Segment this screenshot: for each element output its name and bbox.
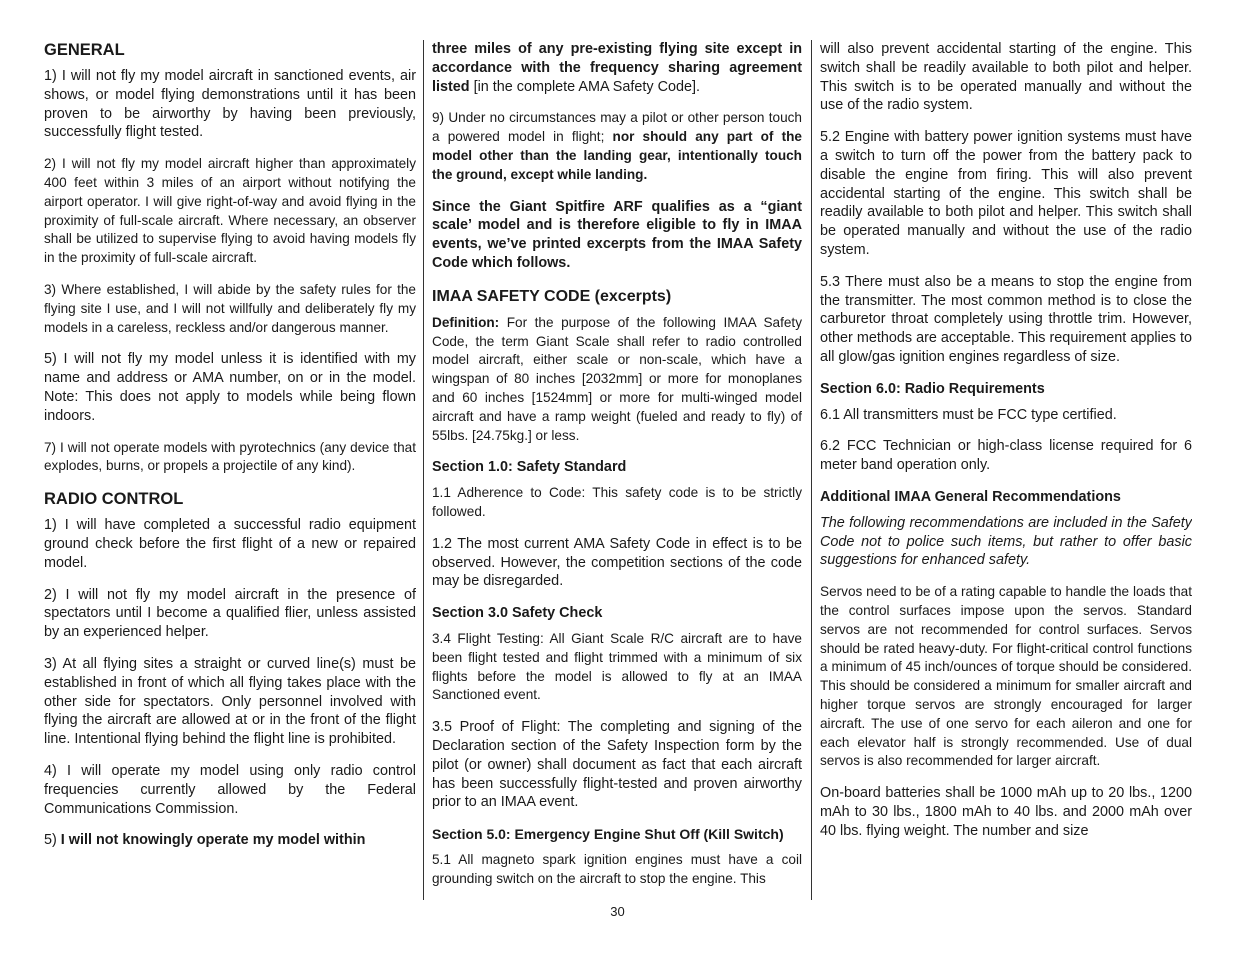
rc-rule-5-continued-rest: [in the complete AMA Safety Code]. <box>469 78 700 95</box>
imaa-heading: IMAA SAFETY CODE (excerpts) <box>432 287 672 305</box>
rc-rule-5-number: 5) <box>44 832 61 849</box>
rc-rule-9-start: 9) Under no circumstances may a pilot or other person touch a powered model in flight; <box>432 110 802 145</box>
column-left <box>44 40 416 900</box>
general-rule-1: 1) I will not fly my model aircraft in sanctioned events, air shows, or model flying demonstrations until it has been proven to be airworthy by having been previously, successfully flight tested. <box>44 68 416 141</box>
rc-rule-5-continued-bold: three miles of any pre-existing flying site except in accordance with the frequency sharing agreement listed <box>432 41 802 95</box>
section-1-2: 1.2 The most current AMA Safety Code in effect is to be observed. However, the competition sections of the code may be disregarded. <box>432 535 802 590</box>
column-divider-1 <box>423 40 424 900</box>
general-rule-2: 2) I will not fly my model aircraft higher than approximately 400 feet within 3 miles of an airport without notifying the airport operator. I will give right-of-way and avoid flying in the proximity of full-scale aircraft. Where necessary, an observer shall be utilized to supervise flying to avoid having models fly in the proximity of full-scale aircraft. <box>44 156 416 266</box>
rc-rule-2: 2) I will not fly my model aircraft in the presence of spectators until I become a qualified flier, unless assisted by an experienced helper. <box>44 586 416 641</box>
general-heading: GENERAL <box>44 41 125 59</box>
section-5-heading: Section 5.0: Emergency Engine Shut Off (Kill Switch) <box>432 826 784 843</box>
section-5-1: 5.1 All magneto spark ignition engines must have a coil grounding switch on the aircraft to stop the engine. This <box>432 851 802 886</box>
rc-rule-9 <box>432 109 802 184</box>
giant-scale-note <box>432 198 802 273</box>
definition-text: For the purpose of the following IMAA Safety Code, the term Giant Scale shall refer to radio controlled model aircraft, either scale or non-scale, which have a wingspan of 80 inches [2032mm] or more for monoplanes and 60 inches [1524mm] or more for multi-winged model aircraft and have a ramp weight (fueled and ready to fly) of 55lbs. [24.75kg.] or less. <box>432 314 802 443</box>
section-3-4: 3.4 Flight Testing: All Giant Scale R/C aircraft are to have been flight tested and flight trimmed with a minimum of six flights before the model is allowed to fly at an IMAA Sanctioned event. <box>432 630 802 703</box>
section-6-1: 6.1 All transmitters must be FCC type certified. <box>820 406 1117 423</box>
column-right <box>820 40 1192 900</box>
rc-rule-5-continued <box>432 40 802 96</box>
section-1-heading: Section 1.0: Safety Standard <box>432 459 627 476</box>
general-rule-7: 7) I will not operate models with pyrotechnics (any device that explodes, burns, or propels a projectile of any kind). <box>44 439 416 474</box>
additional-recommendations-heading: Additional IMAA General Recommendations <box>820 488 1121 505</box>
section-1-1: 1.1 Adherence to Code: This safety code is to be strictly followed. <box>432 485 802 519</box>
definition-paragraph <box>432 314 802 446</box>
giant-scale-note-text: Since the Giant Spitfire ARF qualifies as a “giant scale’ model and is therefore eligible to fly in IMAA events, we’ve printed excerpts from the IMAA Safety Code which follows. <box>432 198 802 271</box>
batteries-paragraph: On-board batteries shall be 1000 mAh up to 20 lbs., 1200 mAh to 30 lbs., 1800 mAh to 40 lbs. and 2000 mAh over 40 lbs. flying weight. The number and size <box>820 785 1192 839</box>
section-5-1-continued: will also prevent accidental starting of the engine. This switch shall be readily available to both pilot and helper. This switch is to be operated manually and without the use of the radio system. <box>820 41 1192 114</box>
rc-rule-3: 3) At all flying sites a straight or curved line(s) must be established in front of which all flying takes place with the other side for spectators. Only personnel involved with flying the aircraft are allowed at or in the front of the flight line. Intentional flying behind the flight line is prohibited. <box>44 655 416 748</box>
section-6-2: 6.2 FCC Technician or high-class license required for 6 meter band operation only. <box>820 438 1192 474</box>
section-6-heading: Section 6.0: Radio Requirements <box>820 380 1045 397</box>
rc-rule-1: 1) I will have completed a successful radio equipment ground check before the first flight of a new or repaired model. <box>44 517 416 571</box>
general-rule-3: 3) Where established, I will abide by the safety rules for the flying site I use, and I will not willfully and deliberately fly my models in a careless, reckless and/or dangerous manner. <box>44 281 416 335</box>
section-5-3: 5.3 There must also be a means to stop the engine from the transmitter. The most common method is to close the carburetor throat completely using throttle trim. However, other methods are acceptable. This requirement applies to all glow/gas ignition engines regardless of size. <box>820 273 1192 365</box>
additional-recommendations-intro: The following recommendations are included in the Safety Code not to police such items, but rather to offer basic suggestions for enhanced safety. <box>820 514 1192 569</box>
general-rule-5: 5) I will not fly my model unless it is identified with my name and address or AMA number, on or in the model. Note: This does not apply to models while being flown indoors. <box>44 351 416 424</box>
section-3-5: 3.5 Proof of Flight: The completing and signing of the Declaration section of the Safety Inspection form by the pilot (or owner) shall document as fact that each aircraft has been successfully flight-tested and proven airworthy prior to an IMAA event. <box>432 719 802 811</box>
page-number: 30 <box>610 904 625 919</box>
servos-paragraph: Servos need to be of a rating capable to handle the loads that the control surfaces impose upon the servos. Standard servos are not recommended for control surfaces. Servos should be rated heavy-duty. For flight-critical control functions a minimum of 45 inch/ounces of torque should be considered. This should be considered a minimum for smaller aircraft and higher torque servos are strongly encouraged for larger aircraft. The use of one servo for each aileron and one for each elevator half is strongly recommended. Use of dual servos is also recommended for larger aircraft. <box>820 584 1192 769</box>
definition-label: Definition: <box>432 314 500 330</box>
rc-rule-5 <box>44 831 416 850</box>
column-divider-2 <box>811 40 812 900</box>
column-middle <box>432 40 802 900</box>
section-3-heading: Section 3.0 Safety Check <box>432 605 603 622</box>
radio-control-heading: RADIO CONTROL <box>44 490 184 509</box>
rc-rule-4: 4) I will operate my model using only radio control frequencies currently allowed by the Federal Communications Commission. <box>44 762 416 817</box>
section-5-2: 5.2 Engine with battery power ignition systems must have a switch to turn off the power from the battery pack to disable the engine from firing. This will also prevent accidental starting of the engine. This switch shall be readily available to both pilot and helper. This switch shall be operated manually and without the use of the radio system. <box>820 129 1192 258</box>
rc-rule-5-text: I will not knowingly operate my model within <box>60 832 366 849</box>
rc-rule-9-bold: nor should any part of the model other than the landing gear, intentionally touch the ground, except while landing. <box>432 129 802 182</box>
